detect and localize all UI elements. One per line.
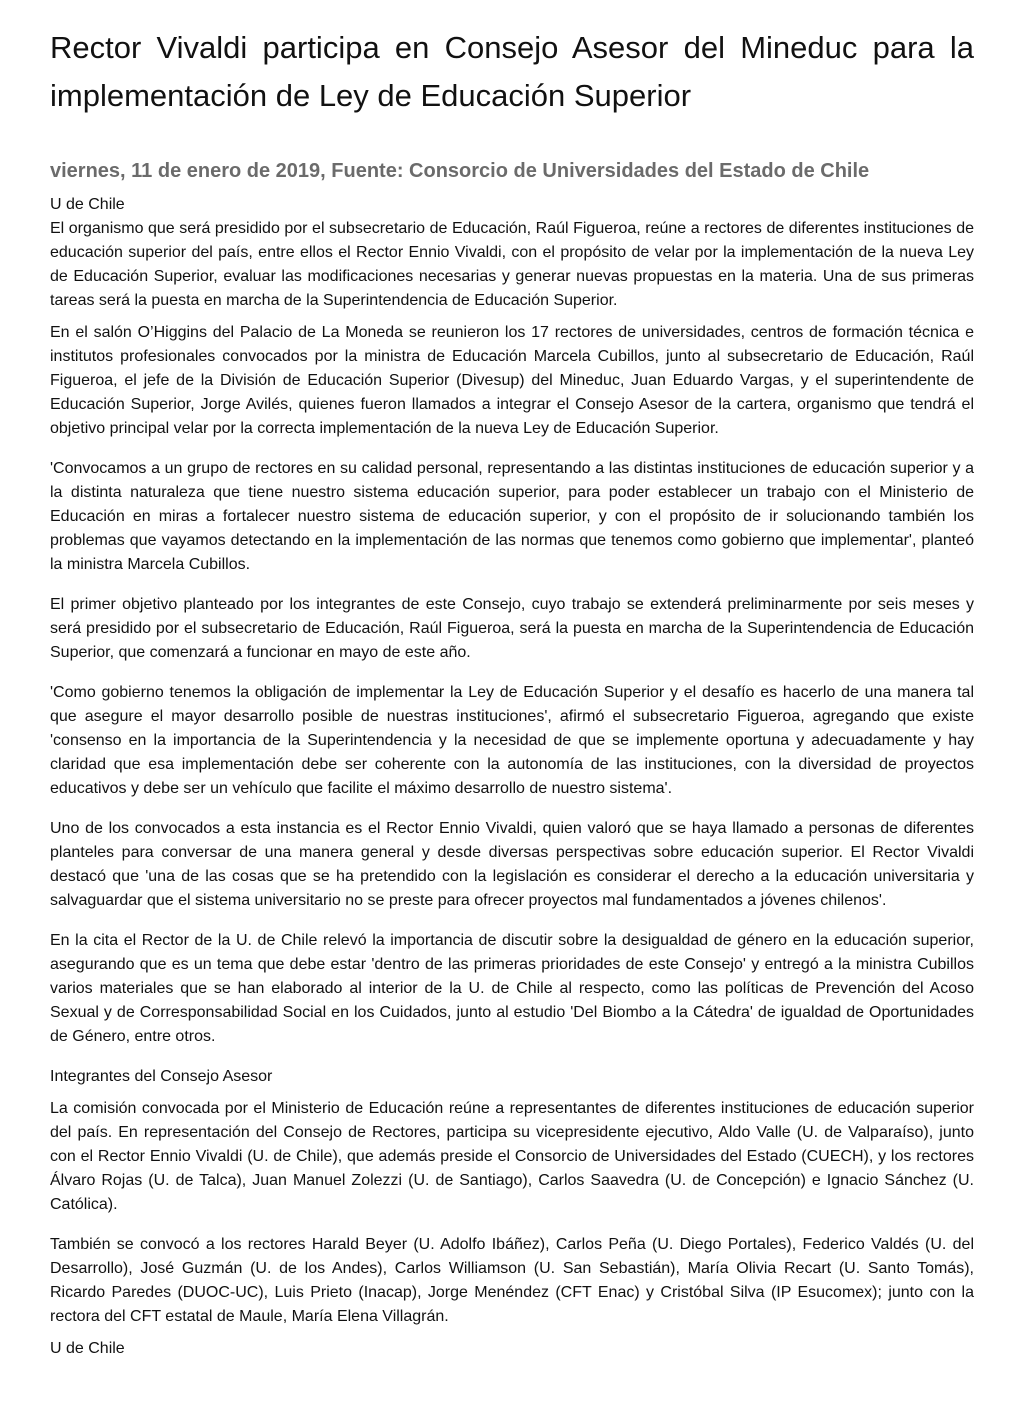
article-paragraph: La comisión convocada por el Ministerio de Educación reúne a representantes de diferentes instituciones de educación superior del país. En representación del Consejo de Rectores, participa su vicepresidente ejecutivo, Aldo Valle (U. de Valparaíso), junto con el Rector Ennio Vivaldi (U. de Chile), que además preside el Consorcio de Universidades del Estado (CUECH), y los rectores Álvaro Rojas (U. de Talca), Juan Manuel Zolezzi (U. de Santiago), Carlos Saavedra (U. de Concepción) e Ignacio Sánchez (U. Católica).: [50, 1100, 974, 1213]
source-label-bottom: U de Chile: [50, 1340, 125, 1357]
article-paragraph: También se convocó a los rectores Harald Beyer (U. Adolfo Ibáñez), Carlos Peña (U. Diego Portales), Federico Valdés (U. del Desarrollo), José Guzmán (U. de los Andes), Carlos Williamson (U. San Sebastián), María Olivia Recart (U. Santo Tomás), Ricardo Paredes (DUOC-UC), Luis Prieto (Inacap), Jorge Menéndez (CFT Enac) y Cristóbal Silva (IP Esucomex); junto con la rectora del CFT estatal de Maule, María Elena Villagrán.: [50, 1236, 974, 1325]
article-paragraph: 'Convocamos a un grupo de rectores en su calidad personal, representando a las distintas instituciones de educación superior y a la distinta naturaleza que tiene nuestro sistema educación superior, para poder establecer un trabajo con el Ministerio de Educación en miras a fortalecer nuestro sistema de educación superior, y con el propósito de ir solucionando también los problemas que vayamos detectando en la implementación de las normas que tenemos como gobierno que implementar', planteó la ministra Marcela Cubillos.: [50, 460, 974, 573]
source-label-top: U de Chile: [50, 196, 125, 213]
article-meta: viernes, 11 de enero de 2019, Fuente: Consorcio de Universidades del Estado de Chile: [50, 160, 870, 182]
section-subheading: Integrantes del Consejo Asesor: [50, 1068, 273, 1085]
article-title: Rector Vivaldi participa en Consejo Asesor del Mineduc para la implementación de Ley de Educación Superior: [50, 30, 974, 113]
article-paragraph: 'Como gobierno tenemos la obligación de implementar la Ley de Educación Superior y el desafío es hacerlo de una manera tal que asegure el mayor desarrollo posible de nuestras instituciones', afirmó el subsecretario Figueroa, agregando que existe 'consenso en la importancia de la Superintendencia y la necesidad de que se implemente oportuna y adecuadamente y hay claridad que esa implementación debe ser coherente con la autonomía de las instituciones, con la diversidad de proyectos educativos y debe ser un vehículo que facilite el máximo desarrollo de nuestro sistema'.: [50, 684, 974, 797]
article-paragraph: El organismo que será presidido por el subsecretario de Educación, Raúl Figueroa, reúne a rectores de diferentes instituciones de educación superior del país, entre ellos el Rector Ennio Vivaldi, con el propósito de velar por la implementación de la nueva Ley de Educación Superior, evaluar las modificaciones necesarias y generar nuevas propuestas en la materia. Una de sus primeras tareas será la puesta en marcha de la Superintendencia de Educación Superior.: [50, 220, 974, 309]
article-paragraph: En el salón O’Higgins del Palacio de La Moneda se reunieron los 17 rectores de universidades, centros de formación técnica e institutos profesionales convocados por la ministra de Educación Marcela Cubillos, junto al subsecretario de Educación, Raúl Figueroa, el jefe de la División de Educación Superior (Divesup) del Mineduc, Juan Eduardo Vargas, y el superintendente de Educación Superior, Jorge Avilés, quienes fueron llamados a integrar el Consejo Asesor de la cartera, organismo que tendrá el objetivo principal velar por la correcta implementación de la nueva Ley de Educación Superior.: [50, 324, 974, 437]
article: [50, 24, 974, 1361]
article-paragraph: Uno de los convocados a esta instancia es el Rector Ennio Vivaldi, quien valoró que se haya llamado a personas de diferentes planteles para conversar de una manera general y desde diversas perspectivas sobre educación superior. El Rector Vivaldi destacó que 'una de las cosas que se ha pretendido con la legislación es considerar el derecho a la educación universitaria y salvaguardar que el sistema universitario no se preste para ofrecer proyectos mal fundamentados a jóvenes chilenos'.: [50, 820, 974, 909]
article-paragraph: El primer objetivo planteado por los integrantes de este Consejo, cuyo trabajo se extenderá preliminarmente por seis meses y será presidido por el subsecretario de Educación, Raúl Figueroa, será la puesta en marcha de la Superintendencia de Educación Superior, que comenzará a funcionar en mayo de este año.: [50, 596, 974, 661]
article-paragraph: En la cita el Rector de la U. de Chile relevó la importancia de discutir sobre la desigualdad de género en la educación superior, asegurando que es un tema que debe estar 'dentro de las primeras prioridades de este Consejo' y entregó a la ministra Cubillos varios materiales que se han elaborado al interior de la U. de Chile al respecto, como las políticas de Prevención del Acoso Sexual y de Corresponsabilidad Social en los Cuidados, junto al estudio 'Del Biombo a la Cátedra' de igualdad de Oportunidades de Género, entre otros.: [50, 932, 974, 1045]
